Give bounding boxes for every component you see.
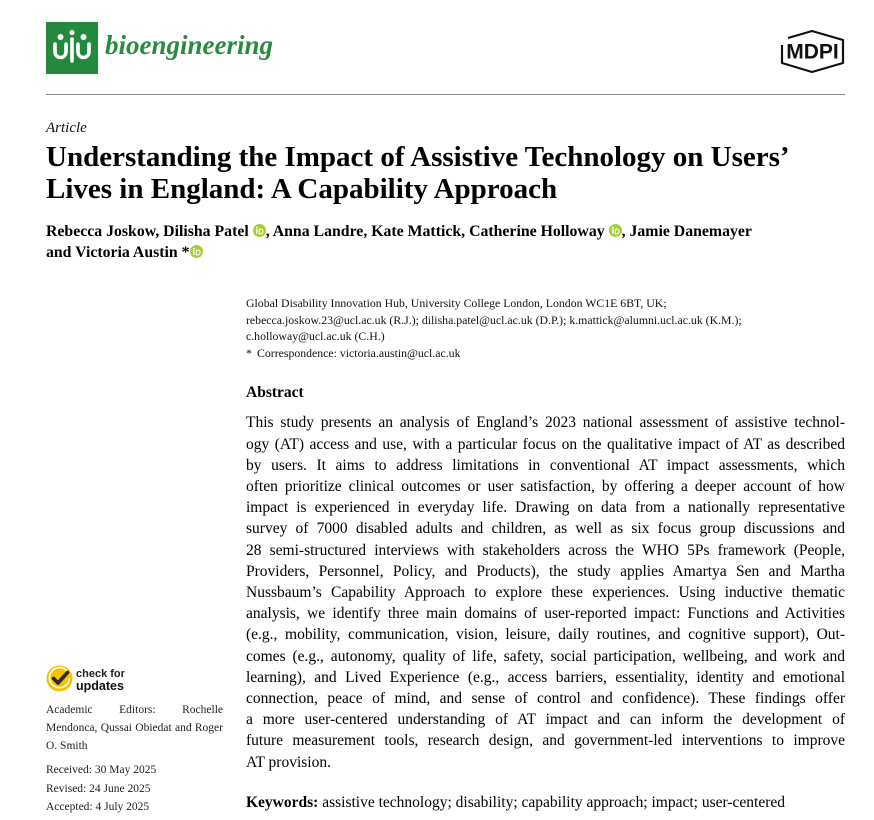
abstract-heading: Abstract bbox=[246, 384, 304, 401]
author-separator: , bbox=[265, 223, 270, 240]
author-name: Anna Landre bbox=[272, 223, 364, 240]
mdpi-logo-icon bbox=[779, 29, 846, 74]
editors-line bbox=[46, 701, 223, 719]
updates-label: updates bbox=[76, 679, 124, 693]
date-value: 24 June 2025 bbox=[89, 782, 151, 795]
author-name: Jamie Danemayer bbox=[629, 223, 752, 240]
check-for-updates-badge[interactable] bbox=[46, 665, 156, 693]
author-separator: , bbox=[621, 223, 626, 240]
editors-line-text: Mendonca, Qussai Obiedat and Roger bbox=[46, 722, 223, 734]
abstract-line bbox=[246, 730, 845, 751]
author-name: Catherine Holloway bbox=[469, 223, 605, 240]
author-name: Rebecca Joskow bbox=[46, 223, 156, 240]
abstract-line-text: Nussbaum’s Capability Approach to explore these experiences. Using inductive thematic bbox=[246, 584, 845, 602]
title-line: Understanding the Impact of Assistive Technology on Users’ bbox=[46, 141, 790, 173]
abstract-line bbox=[246, 455, 845, 476]
author-conjunction: and bbox=[46, 244, 72, 261]
abstract-line-text: survey of 7000 disabled adults and children, as well as six focus group discussions and bbox=[246, 520, 845, 538]
title-line: Lives in England: A Capability Approach bbox=[46, 173, 558, 205]
abstract-line bbox=[246, 624, 845, 645]
abstract-line bbox=[246, 752, 845, 773]
correspondence-line bbox=[246, 345, 846, 362]
editors-line bbox=[46, 719, 223, 737]
author-separator: , bbox=[155, 223, 160, 240]
abstract-line bbox=[246, 688, 845, 709]
abstract-line-text: often prioritize clinical outcomes or user satisfaction, by offering a deeper account of how bbox=[246, 478, 845, 495]
abstract-line-text: connection, peace of mind, and sense of control and confidence). These findings offer bbox=[246, 690, 845, 708]
abstract-line bbox=[246, 582, 845, 603]
editors-line bbox=[46, 737, 223, 755]
abstract-line-text: Providers, Personnel, Policy, and Products), the study applies Amartya Sen and Martha bbox=[246, 562, 845, 580]
abstract-line-text: a more user-centered understanding of AT impact and can inform the development of bbox=[246, 711, 845, 729]
corresponding-author-mark: * bbox=[181, 244, 190, 261]
abstract-line bbox=[246, 497, 845, 518]
abstract-text bbox=[246, 412, 845, 772]
date-value: 30 May 2025 bbox=[94, 764, 157, 776]
abstract-line-text: (e.g., mobility, communication, vision, leisure, daily routines, and cognitive support), Out- bbox=[246, 626, 845, 644]
abstract-line-text: This study presents an analysis of England’s 2023 national assessment of assistive technol- bbox=[246, 414, 845, 432]
abstract-line-text: AT provision. bbox=[246, 753, 331, 771]
bioengineering-logo-icon bbox=[46, 22, 98, 74]
abstract-line bbox=[246, 476, 845, 497]
abstract-line bbox=[246, 434, 845, 455]
date-accepted bbox=[46, 798, 156, 817]
journal-name: bioengineering bbox=[105, 30, 274, 60]
editors-line-text: Academic Editors: Rochelle bbox=[46, 704, 223, 716]
header-divider bbox=[46, 94, 845, 95]
publication-dates bbox=[46, 761, 156, 817]
abstract-line bbox=[246, 603, 845, 624]
author-name: Victoria Austin bbox=[75, 244, 178, 261]
abstract-line-text: impact is experienced in everyday life. Drawing on data from a nationally representative bbox=[246, 499, 845, 517]
abstract-line-text: future measurement tools, research design, and government-led interventions to improve bbox=[246, 732, 845, 750]
abstract-line-text: comes (e.g., autonomy, quality of life, safety, social participation, wellbeing, and work and bbox=[246, 647, 845, 665]
abstract-line bbox=[246, 561, 845, 582]
abstract-line bbox=[246, 667, 845, 688]
abstract-line bbox=[246, 518, 845, 539]
article-title bbox=[46, 141, 846, 205]
date-label: Accepted: bbox=[46, 801, 93, 813]
abstract-line bbox=[246, 709, 845, 730]
abstract-line-text: analysis, we identify three main domains of user-reported impact: Functions and Activities bbox=[246, 605, 845, 623]
orcid-icon[interactable] bbox=[609, 224, 622, 237]
abstract-line-text: 28 semi-structured interviews with stakeholders across the WHO 5Ps framework (People, bbox=[246, 541, 845, 559]
author-name: Kate Mattick bbox=[371, 223, 462, 240]
academic-editors bbox=[46, 701, 223, 755]
affiliation-line: Global Disability Innovation Hub, University College London, London WC1E 6BT, UK; bbox=[246, 296, 667, 310]
check-for-label: check for bbox=[76, 668, 125, 680]
orcid-icon[interactable] bbox=[253, 224, 266, 237]
date-label: Revised: bbox=[46, 782, 87, 795]
affiliation-block bbox=[246, 295, 846, 361]
correspondence-mark: * bbox=[246, 345, 252, 360]
affiliation-line: c.holloway@ucl.ac.uk (C.H.) bbox=[246, 329, 385, 343]
author-separator: , bbox=[461, 223, 466, 240]
author-list bbox=[46, 221, 846, 263]
author-separator: , bbox=[363, 223, 368, 240]
check-for-updates-icon bbox=[46, 665, 73, 692]
abstract-line-text: learning), and Lived Experience (e.g., access barriers, essentiality, identity and emotional bbox=[246, 668, 845, 686]
keywords bbox=[246, 792, 785, 814]
keywords-text: assistive technology; disability; capability approach; impact; user-centered bbox=[322, 794, 786, 811]
date-received bbox=[46, 761, 156, 780]
correspondence-text: Correspondence: victoria.austin@ucl.ac.uk bbox=[257, 345, 461, 360]
abstract-line-text: ogy (AT) access and use, with a particular focus on the qualitative impact of AT as described bbox=[246, 435, 845, 453]
date-revised bbox=[46, 780, 156, 799]
abstract-line bbox=[246, 412, 845, 433]
editors-line-text: O. Smith bbox=[46, 740, 88, 752]
date-value: 4 July 2025 bbox=[95, 801, 150, 813]
abstract-line bbox=[246, 646, 845, 667]
keywords-label: Keywords: bbox=[246, 794, 319, 811]
affiliation-line: rebecca.joskow.23@ucl.ac.uk (R.J.); dilisha.patel@ucl.ac.uk (D.P.); k.mattick@alumni.ucl.ac.uk (K.M.); bbox=[246, 312, 742, 327]
abstract-line-text: by users. It aims to address limitations in conventional AT impact assessments, which bbox=[246, 456, 845, 474]
author-name: Dilisha Patel bbox=[163, 223, 249, 240]
mdpi-logo-text: MDPI bbox=[786, 40, 839, 64]
check-for-updates-text bbox=[76, 668, 125, 693]
abstract-line bbox=[246, 540, 845, 561]
article-type: Article bbox=[46, 120, 87, 136]
date-label: Received: bbox=[46, 764, 92, 776]
orcid-icon[interactable] bbox=[190, 245, 203, 258]
